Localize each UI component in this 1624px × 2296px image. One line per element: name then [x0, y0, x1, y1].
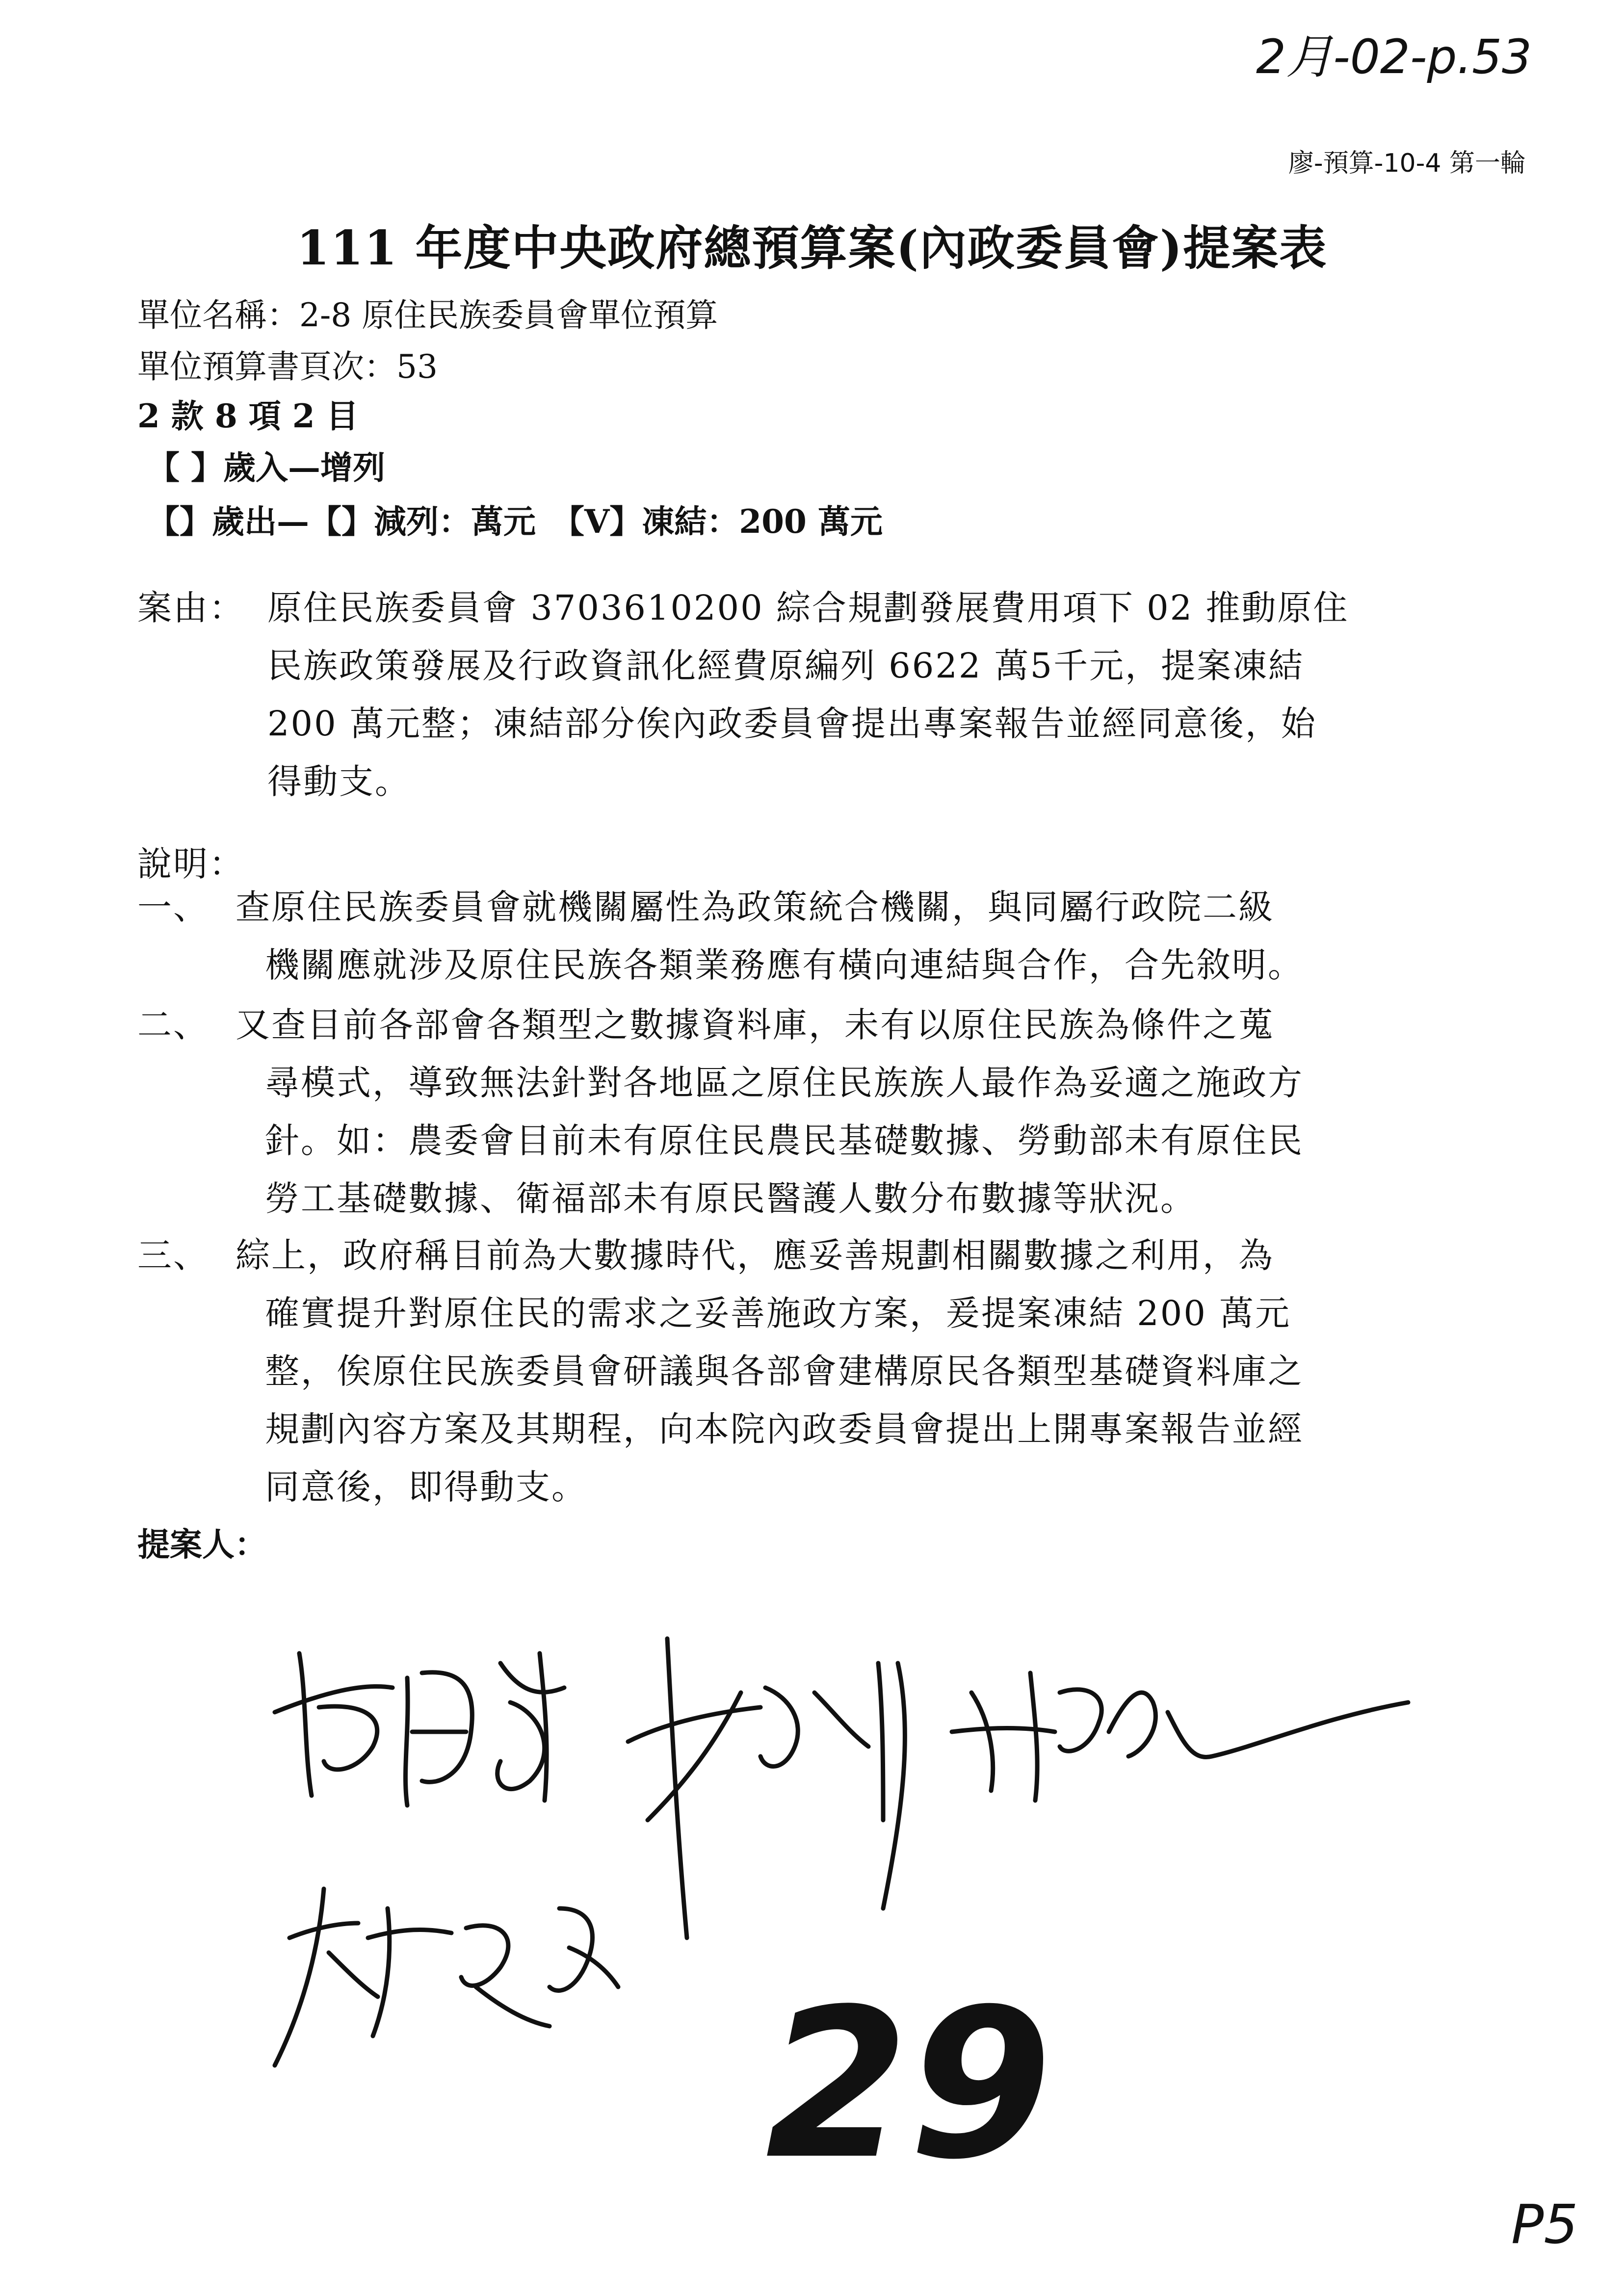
- point-line: 整，俟原住民族委員會研議與各部會建構原民各類型基礎資料庫之: [265, 1351, 1304, 1391]
- signature-4: [275, 1889, 618, 2065]
- point-line: 勞工基礎數據、衛福部未有原民醫護人數分布數據等狀況。: [265, 1178, 1196, 1219]
- point-line: 同意後，即得動支。: [265, 1467, 587, 1507]
- point-line: 查原住民族委員會就機關屬性為政策統合機關，與同屬行政院二級: [236, 887, 1274, 927]
- corner-mark: P5: [1511, 2193, 1578, 2256]
- expenditure-freeze-line: 【】歲出—【】減列：萬元 【V】凍結：200 萬元: [147, 502, 883, 541]
- handwritten-number: 29: [765, 1965, 1052, 2205]
- point-line: 機關應就涉及原住民族各類業務應有橫向連結與合作，合先敘明。: [265, 945, 1304, 985]
- point-line: 綜上，政府稱目前為大數據時代，應妥善規劃相關數據之利用，為: [236, 1235, 1274, 1276]
- reason-text: [267, 579, 1349, 810]
- reason-line: 原住民族委員會 3703610200 綜合規劃發展費用項下 02 推動原住: [267, 588, 1349, 628]
- handwritten-page-note: 2月-02-p.53: [1256, 29, 1532, 84]
- point-line: 又查目前各部會各類型之數據資料庫，未有以原住民族為條件之蒐: [236, 1005, 1274, 1045]
- explanation-point-3: [137, 1226, 1304, 1516]
- point-line: 針。如：農委會目前未有原住民農民基礎數據、勞動部未有原住民: [265, 1121, 1304, 1161]
- signature-2: [628, 1639, 905, 1938]
- signature-1: [275, 1653, 564, 1805]
- point-number: 三、: [137, 1235, 209, 1276]
- explanation-point-1: [137, 878, 1304, 994]
- unit-name: 單位名稱：2-8 原住民族委員會單位預算: [137, 296, 718, 334]
- reason-label: 案由：: [137, 588, 245, 628]
- revenue-increase-line: 【 】歲入—增列: [147, 448, 385, 487]
- point-line: 規劃內容方案及其期程，向本院內政委員會提出上開專案報告並經: [265, 1409, 1304, 1449]
- proposer-label: 提案人：: [137, 1525, 267, 1564]
- reference-code: 廖-預算-10-4 第一輪: [1288, 149, 1526, 178]
- point-number: 一、: [137, 887, 209, 927]
- explanation-point-2: [137, 996, 1304, 1227]
- budget-item-code: 2 款 8 項 2 目: [137, 397, 359, 435]
- reason-line: 得動支。: [267, 761, 411, 802]
- reason-line: 200 萬元整；凍結部分俟內政委員會提出專案報告並經同意後，始: [267, 704, 1317, 744]
- document-title: 111 年度中央政府總預算案(內政委員會)提案表: [296, 220, 1328, 276]
- point-line: 確實提升對原住民的需求之妥善施政方案，爰提案凍結 200 萬元: [265, 1293, 1291, 1333]
- budget-page-ref: 單位預算書頁次：53: [137, 348, 438, 386]
- signature-3: [952, 1673, 1408, 1800]
- point-number: 二、: [137, 1005, 209, 1045]
- explanation-label: 說明：: [137, 844, 245, 884]
- point-line: 尋模式，導致無法針對各地區之原住民族族人最作為妥適之施政方: [265, 1063, 1304, 1103]
- reason-line: 民族政策發展及行政資訊化經費原編列 6622 萬5千元，提案凍結: [267, 646, 1305, 686]
